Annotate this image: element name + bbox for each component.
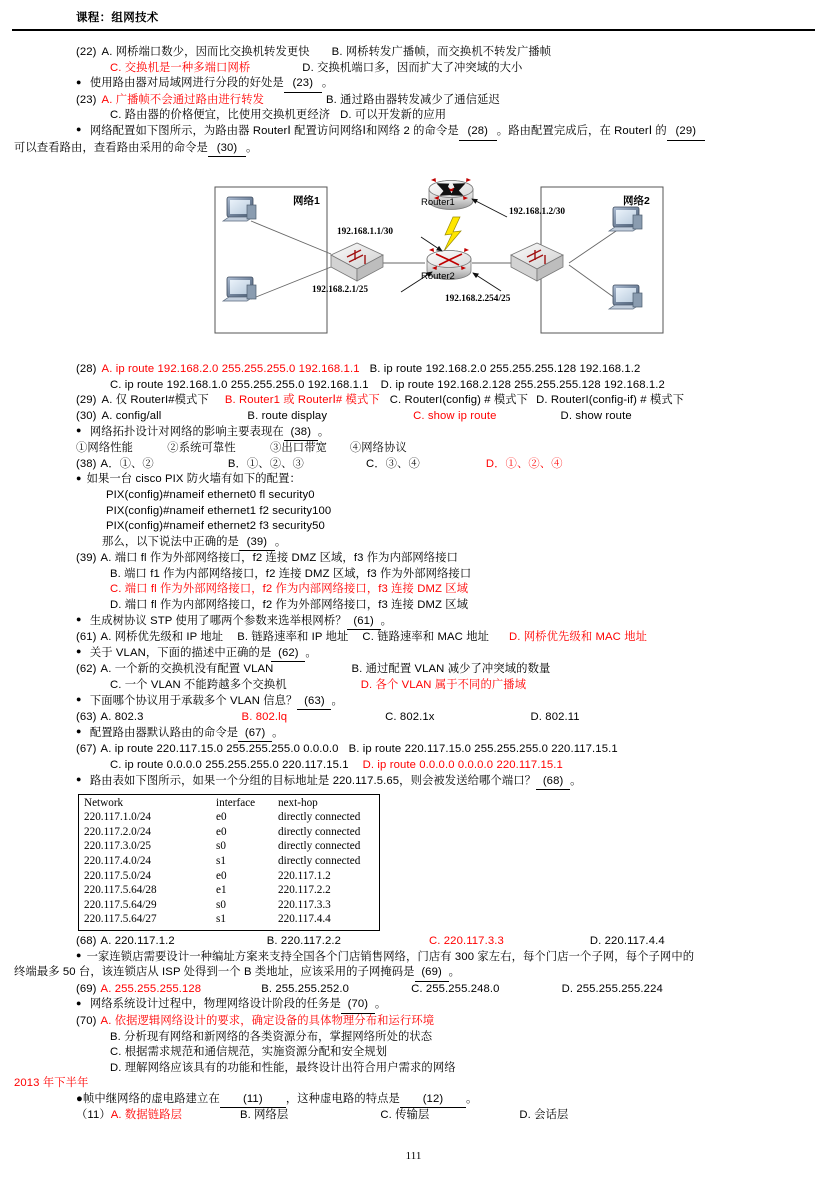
q67-option-d: D. ip route 0.0.0.0 0.0.0.0 220.117.15.1 — [362, 759, 563, 771]
stem-28-part3: 可以查看路由，查看路由采用的命令是 — [14, 141, 208, 154]
q38-option-c: C．③、④ — [365, 457, 420, 470]
pix-config-line-2: PIX(config)#nameif ethernet2 f3 security50 — [106, 520, 325, 533]
q39-option-d: D. 端口 fl 作为内部网络接口，f2 作为外部网络接口，f3 连接 DMZ 区域 — [110, 599, 469, 612]
stem-11-mid: ，这种虚电路的特点是 — [285, 1092, 400, 1105]
cell-network: 220.117.2.0/24 — [84, 825, 152, 838]
q68-option-d: D. 220.117.4.4 — [589, 934, 665, 947]
question-70-row-d — [14, 1061, 813, 1077]
q30-option-d: D. show route — [560, 409, 632, 422]
stem-39b-blank: (39) — [239, 535, 275, 552]
document-body-lower — [0, 934, 827, 1124]
stem-11-bullet-icon: ● — [76, 1092, 83, 1105]
stem-23-blank: (23) — [284, 76, 322, 93]
stem-63-blank: (63) — [297, 694, 331, 711]
q23-option-c: C. 路由器的价格便宜，比使用交换机更经济 — [110, 109, 331, 122]
question-38-row — [14, 457, 813, 473]
q11-option-b: B. 网络层 — [239, 1109, 289, 1122]
q63-num: (63) — [76, 711, 97, 724]
stem-69-line2-text: 终端最多 50 台，该连锁店从 ISP 处得到一个 B 类地址，应该采用的子网掩码是 — [14, 966, 415, 979]
routing-table-grid — [84, 797, 375, 927]
cell-nexthop: 220.117.1.2 — [278, 869, 331, 882]
q39-option-c: C. 端口 fl 作为外部网络接口，f2 作为内部网络接口，f3 连接 DMZ 区域 — [110, 583, 469, 596]
stem-23 — [14, 76, 813, 93]
routing-table-header-row — [84, 797, 375, 810]
stem-61-text: 生成树协议 STP 使用了哪两个参数来选举根网桥？ — [89, 614, 347, 627]
q28-option-b: B. ip route 192.168.2.0 255.255.255.128 192.168.1.2 — [369, 363, 641, 376]
q70-num: (70) — [76, 1014, 97, 1027]
question-70-row-a — [14, 1014, 813, 1030]
stem-39b-period: 。 — [274, 535, 287, 548]
header-divider — [12, 29, 815, 31]
q29-option-c: C. RouterI(config) # 模式下 — [389, 394, 529, 407]
stem-38-period: 。 — [317, 425, 330, 438]
page-number: 111 — [405, 1150, 422, 1162]
q70-option-d: D. 理解网络应该具有的功能和性能，最终设计出符合用户需求的网络 — [110, 1061, 456, 1074]
q69-option-a: A. 255.255.255.128 — [100, 982, 202, 995]
question-28-row-ab — [14, 362, 813, 378]
q22-option-b: B. 网桥转发广播帧，而交换机不转发广播帧 — [331, 46, 552, 58]
stem-38 — [14, 425, 813, 442]
diagram-canvas — [189, 159, 689, 359]
q39-option-a: A. 端口 fl 作为外部网络接口，f2 连接 DMZ 区域，f3 作为内部网络接口 — [100, 552, 459, 565]
cell-nexthop: directly connected — [278, 854, 361, 867]
cell-nexthop: 220.117.3.3 — [278, 898, 331, 911]
question-61-row — [14, 630, 813, 646]
cell-network: 220.117.1.0/24 — [84, 811, 152, 824]
question-28-row-cd — [14, 378, 813, 394]
q68-option-b: B. 220.117.2.2 — [266, 934, 342, 947]
stem-70-blank: (70) — [341, 997, 375, 1014]
q28-num: (28) — [76, 363, 97, 376]
stem-62-period: 。 — [305, 646, 317, 659]
q11-option-c: C. 传输层 — [380, 1109, 430, 1122]
stem-28 — [14, 124, 813, 141]
q63-option-b: B. 802.lq — [241, 711, 288, 724]
stem-70 — [14, 997, 813, 1014]
stem-70-text: 网络系统设计过程中，物理网络设计阶段的任务是 — [89, 998, 341, 1011]
stem-61 — [14, 614, 813, 631]
q68-option-c: C. 220.117.3.3 — [429, 934, 504, 947]
stem-68 — [14, 774, 813, 791]
q30-option-c: C. show ip route — [413, 409, 497, 422]
q28-option-c: C. ip route 192.168.1.0 255.255.255.0 192.168.1.1 — [110, 378, 369, 391]
stem-23-period: 。 — [321, 77, 334, 90]
cell-interface: s0 — [216, 840, 226, 853]
q63-option-a: A. 802.3 — [100, 711, 144, 724]
cell-nexthop: directly connected — [278, 825, 361, 838]
q62-option-a: A. 一个新的交换机没有配置 VLAN — [100, 663, 274, 676]
document-body — [0, 45, 827, 790]
question-11-row — [14, 1108, 813, 1124]
routing-table-body — [84, 810, 375, 927]
ip-label-r2-right: 192.168.2.254/25 — [445, 294, 511, 305]
cell-nexthop: directly connected — [278, 840, 361, 853]
stem-38-text: 网络拓扑设计对网络的影响主要表现在 — [89, 425, 284, 438]
stem-23-text: 使用路由器对局域网进行分段的好处是 — [89, 77, 284, 90]
stem-11-blank-12: (12) — [400, 1092, 466, 1109]
question-70-row-b — [14, 1030, 813, 1046]
q38-num: (38) — [76, 457, 97, 470]
question-70-row-c — [14, 1045, 813, 1061]
q28-option-a: A. ip route 192.168.2.0 255.255.255.0 192.168.1.1 — [101, 363, 360, 376]
question-68-row — [14, 934, 813, 950]
cell-interface: e0 — [216, 869, 227, 882]
stem-63 — [14, 694, 813, 711]
q39-num: (39) — [76, 552, 97, 565]
page-header-course: 课程：组网技术 — [76, 12, 159, 24]
network1-label: 网络1 — [293, 195, 320, 208]
cell-network: 220.117.3.0/25 — [84, 840, 152, 853]
q62-option-d: D. 各个 VLAN 属于不同的广播域 — [360, 679, 527, 692]
q61-option-c: C. 链路速率和 MAC 地址 — [362, 631, 490, 644]
stem-69-period: 。 — [448, 966, 461, 979]
stem-61-period: 。 — [380, 614, 393, 627]
question-39-row-d — [14, 598, 813, 614]
ip-label-link-left: 192.168.1.1/30 — [337, 227, 394, 238]
q30-option-a: A. config/all — [101, 409, 162, 422]
wireless-lightning-icon — [444, 217, 461, 251]
q22-option-a: A. 网桥端口数少，因而比交换机转发更快 — [101, 46, 310, 58]
question-62-row-cd — [14, 678, 813, 694]
pix-config-line-0: PIX(config)#nameif ethernet0 fl security0 — [106, 488, 315, 501]
stem-28-blank-30: (30) — [208, 141, 246, 158]
q30-option-b: B. route display — [247, 409, 328, 422]
q38-option-b: B．①、②、③ — [227, 457, 304, 470]
q22-num: (22) — [76, 46, 97, 58]
q11-option-d: D. 会话层 — [519, 1109, 569, 1122]
cell-nexthop: 220.117.2.2 — [278, 884, 331, 897]
q39-option-b: B. 端口 f1 作为内部网络接口，f2 连接 DMZ 区域，f3 作为外部网络接口 — [110, 567, 472, 580]
stem-39b — [14, 535, 813, 552]
network-topology-diagram — [189, 159, 689, 359]
q23-option-b: B. 通过路由器转发减少了通信延迟 — [326, 93, 500, 106]
stem-62-blank: (62) — [271, 646, 305, 663]
q29-num: (29) — [76, 394, 97, 407]
stem-63-text: 下面哪个协议用于承载多个 VLAN 信息？ — [89, 694, 298, 707]
routing-table-header-interface: interface — [216, 797, 256, 810]
document-page — [0, 9, 827, 1178]
cell-interface: e0 — [216, 811, 227, 824]
router2-label: Router2 — [421, 271, 455, 283]
q61-option-a: A. 网桥优先级和 IP 地址 — [100, 631, 224, 644]
question-22-row-cd — [14, 61, 813, 77]
q70-option-b: B. 分析现有网络和新网络的各类资源分布，掌握网络所处的状态 — [110, 1030, 433, 1043]
pc-net1-top-icon — [223, 197, 256, 221]
question-29-row — [14, 393, 813, 409]
stem-67 — [14, 726, 813, 743]
q30-num: (30) — [76, 409, 97, 422]
question-39-row-b — [14, 567, 813, 583]
stem-38-blank: (38) — [284, 425, 318, 442]
ip-label-r2-left: 192.168.2.1/25 — [312, 285, 369, 296]
question-30-row — [14, 409, 813, 425]
q11-option-a: A. 数据链路层 — [110, 1109, 182, 1122]
q61-option-b: B. 链路速率和 IP 地址 — [237, 631, 349, 644]
q70-option-c: C. 根据需求规范和通信规范，实施资源分配和安全规划 — [110, 1046, 388, 1059]
stem-11-blank-11: (11) — [220, 1092, 286, 1109]
switch-left-icon — [331, 243, 383, 281]
q38-option-d: D．①、②、④ — [485, 457, 563, 470]
stem-38-items: ①网络性能 ②系统可靠性 ③出口带宽 ④网络协议 — [76, 442, 407, 455]
q62-num: (62) — [76, 663, 97, 676]
q68-num: (68) — [76, 934, 97, 947]
stem-39-intro: ● 如果一台 cisco PIX 防火墙有如下的配置： — [14, 472, 813, 488]
q23-num: (23) — [76, 93, 97, 106]
stem-67-blank: (67) — [238, 726, 272, 743]
stem-69-blank: (69) — [415, 965, 449, 982]
stem-68-blank: (68) — [536, 774, 570, 791]
stem-28-blank-28: (28) — [459, 124, 497, 141]
stem-11-period: 。 — [465, 1092, 478, 1105]
q22-option-d: D. 交换机端口多，因而扩大了冲突域的大小 — [302, 61, 523, 74]
stem-69-line2 — [14, 965, 813, 982]
stem-28-blank-29: (29) — [667, 124, 705, 141]
q67-option-a: A. ip route 220.117.15.0 255.255.255.0 0.0.0.0 — [100, 743, 339, 756]
cell-network: 220.117.5.0/24 — [84, 869, 152, 882]
q67-num: (67) — [76, 743, 97, 756]
stem-28-line2 — [14, 141, 813, 158]
pc-net1-bottom-icon — [223, 277, 256, 301]
q38-option-a: A．①、② — [100, 457, 154, 470]
table-row — [84, 825, 375, 840]
table-row — [84, 810, 375, 825]
routing-table — [78, 794, 380, 931]
question-23-row-ab — [14, 93, 813, 109]
stem-39b-text: 那么，以下说法中正确的是 — [102, 535, 239, 548]
routing-table-header-network: Network — [84, 797, 124, 810]
q69-option-c: C. 255.255.248.0 — [411, 982, 500, 995]
cell-network: 220.117.4.0/24 — [84, 854, 152, 867]
pc-net2-top-icon — [609, 207, 642, 231]
table-row — [84, 912, 375, 927]
cell-network: 220.117.5.64/28 — [84, 884, 157, 897]
q63-option-d: D. 802.11 — [530, 711, 580, 724]
cell-interface: s1 — [216, 913, 226, 926]
q62-option-c: C. 一个 VLAN 不能跨越多个交换机 — [110, 679, 287, 692]
q69-option-d: D. 255.255.255.224 — [561, 982, 663, 995]
network2-label: 网络2 — [623, 195, 650, 208]
table-row — [84, 898, 375, 913]
stem-28-part2: 。路由配置完成后，在 RouterⅠ 的 — [496, 124, 667, 137]
q11-num: （11） — [76, 1109, 111, 1122]
question-22-row-ab — [14, 45, 813, 61]
question-69-row — [14, 982, 813, 998]
question-62-row-ab — [14, 662, 813, 678]
stem-67-text: 配置路由器默认路由的命令是 — [89, 726, 239, 739]
q29-option-d: D. RouterI(config-if) # 模式下 — [536, 394, 685, 407]
q61-option-d: D. 网桥优先级和 MAC 地址 — [509, 631, 648, 644]
question-23-row-cd — [14, 108, 813, 124]
question-39-row-a — [14, 551, 813, 567]
q23-option-d: D. 可以开发新的应用 — [340, 109, 447, 122]
table-row — [84, 883, 375, 898]
cell-network: 220.117.5.64/27 — [84, 913, 157, 926]
table-row — [84, 869, 375, 884]
section-heading-2013: 2013 年下半年 — [14, 1077, 89, 1090]
table-row — [84, 839, 375, 854]
pix-config-line-1: PIX(config)#nameif ethernet1 f2 security100 — [106, 504, 332, 517]
stem-62 — [14, 646, 813, 663]
stem-28-part1: 网络配置如下图所示，为路由器 RouterⅠ 配置访问网络Ⅰ和网络 2 的命令是 — [89, 124, 459, 137]
q70-option-a: A. 依据逻辑网络设计的要求，确定设备的具体物理分布和运行环境 — [100, 1014, 435, 1027]
q23-option-a: A. 广播帧不会通过路由进行转发 — [101, 93, 265, 106]
cell-nexthop: 220.117.4.4 — [278, 913, 331, 926]
cell-interface: s0 — [216, 898, 226, 911]
stem-28-part4: 。 — [245, 141, 258, 154]
cell-interface: e0 — [216, 825, 227, 838]
question-39-row-c — [14, 582, 813, 598]
stem-70-period: 。 — [374, 998, 387, 1011]
q29-option-b: B. Router1 或 RouterⅠ# 模式下 — [224, 394, 380, 407]
question-67-row-cd — [14, 758, 813, 774]
stem-69-line1: ● 一家连锁店需要设计一种编址方案来支持全国各个门店销售网络，门店有 300 家左右，每个门店一个子网，每个子网中的 — [14, 950, 813, 966]
q69-num: (69) — [76, 982, 97, 995]
ip-label-router1: 192.168.1.2/30 — [509, 207, 566, 218]
stem-11-text: 帧中继网络的虚电路建立在 — [82, 1092, 220, 1105]
q62-option-b: B. 通过配置 VLAN 减少了冲突域的数量 — [351, 663, 551, 676]
cell-nexthop: directly connected — [278, 811, 361, 824]
stem-61-blank: (61) — [347, 614, 381, 631]
stem-11 — [14, 1092, 813, 1109]
router1-label: Router1 — [421, 197, 455, 209]
cell-interface: e1 — [216, 884, 227, 897]
stem-63-period: 。 — [331, 694, 343, 707]
routing-table-header-nexthop: next-hop — [278, 797, 318, 810]
stem-67-period: 。 — [272, 726, 284, 739]
q67-option-c: C. ip route 0.0.0.0 255.255.255.0 220.117.15.1 — [110, 759, 349, 771]
stem-62-text: 关于 VLAN，下面的描述中正确的是 — [89, 646, 272, 659]
cell-interface: s1 — [216, 854, 226, 867]
stem-68-period: 。 — [570, 774, 582, 787]
cell-network: 220.117.5.64/29 — [84, 898, 157, 911]
q67-option-b: B. ip route 220.117.15.0 255.255.255.0 220.117.15.1 — [348, 743, 618, 756]
question-63-row — [14, 710, 813, 726]
pc-net2-bottom-icon — [609, 285, 642, 309]
q63-option-c: C. 802.1x — [385, 711, 435, 724]
stem-68-text: 路由表如下图所示，如果一个分组的目标地址是 220.117.5.65，则会被发送给哪个端口？ — [89, 774, 537, 787]
q28-option-d: D. ip route 192.168.2.128 255.255.255.128 192.168.1.2 — [380, 378, 665, 391]
q69-option-b: B. 255.255.252.0 — [261, 982, 350, 995]
table-row — [84, 854, 375, 869]
q22-option-c: C. 交换机是一种多端口网桥 — [110, 61, 251, 74]
q29-option-a: A. 仅 RouterI#模式下 — [101, 394, 209, 407]
q68-option-a: A. 220.117.1.2 — [100, 934, 175, 947]
question-67-row-ab — [14, 742, 813, 758]
q61-num: (61) — [76, 631, 97, 644]
